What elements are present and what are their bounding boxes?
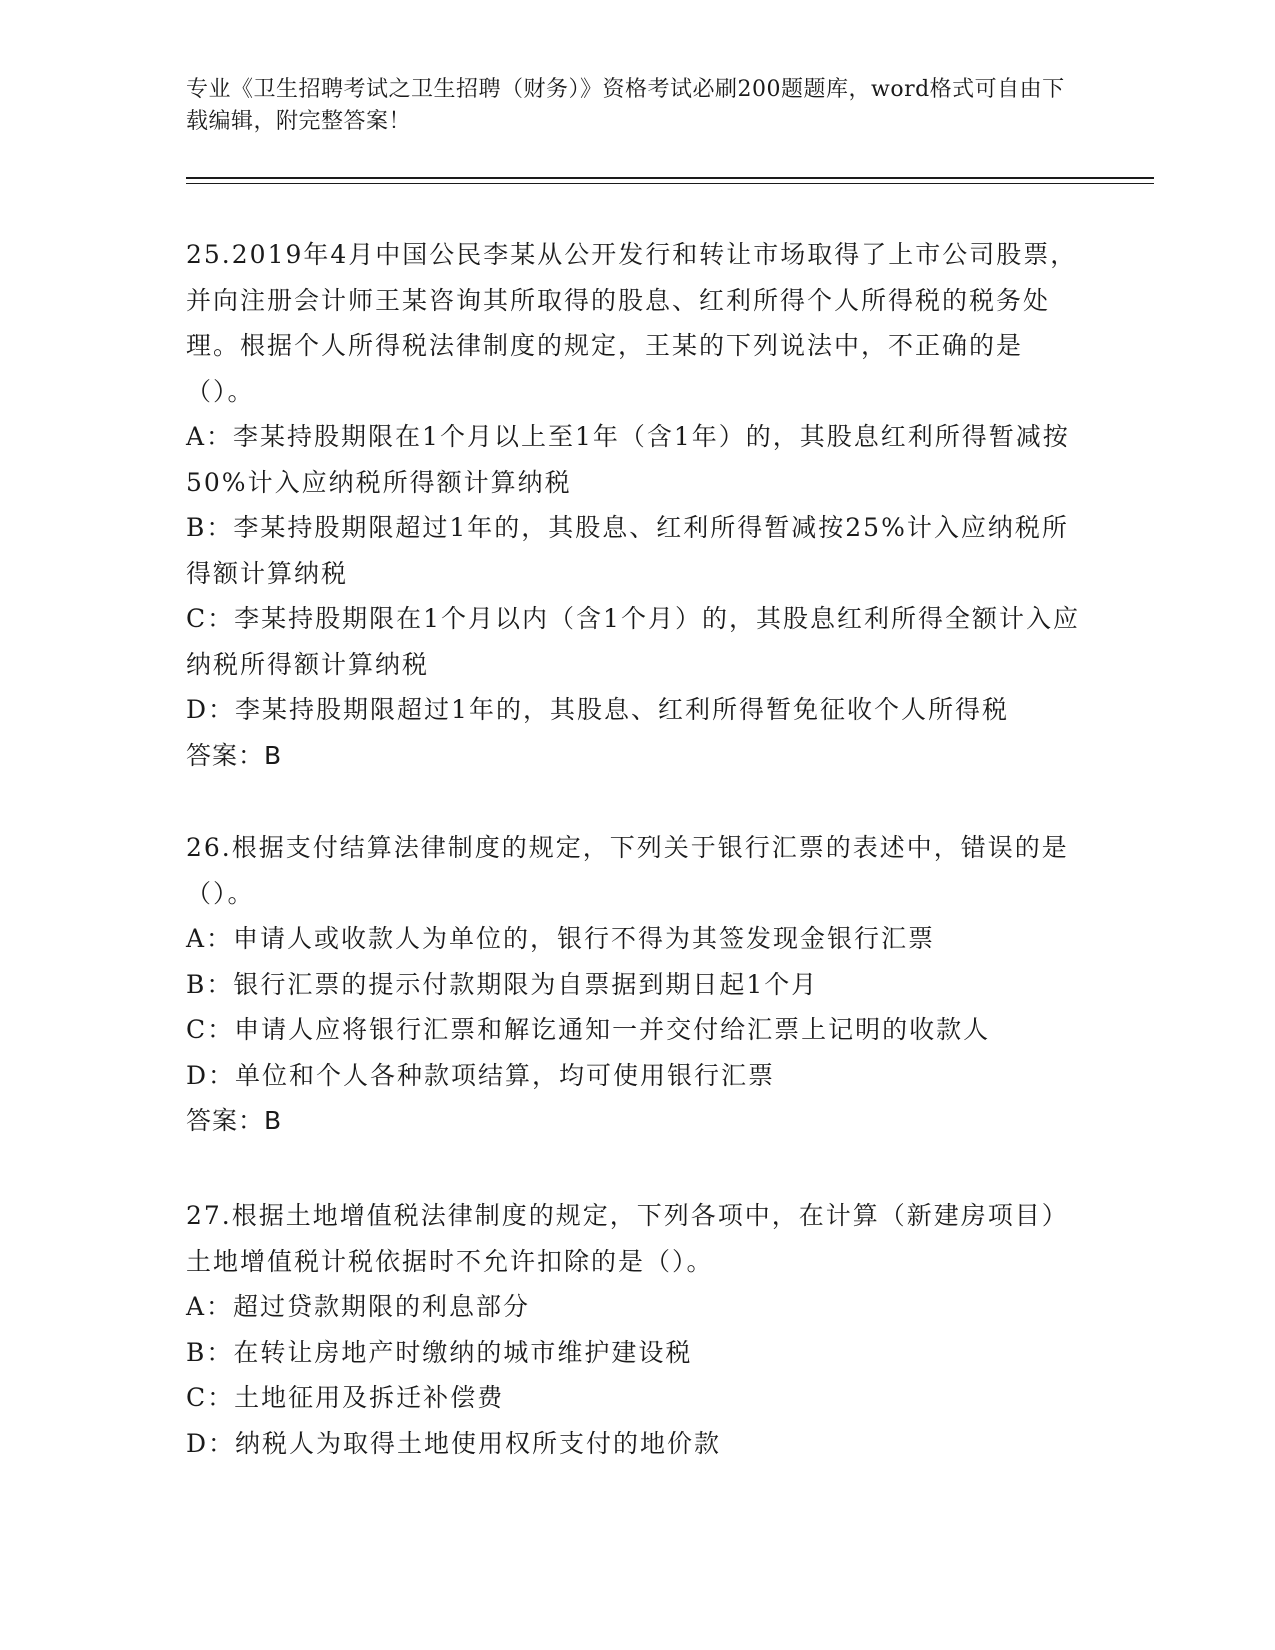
question-stem: 25.2019年4月中国公民李某从公开发行和转让市场取得了上市公司股票，并向注册会计师王某咨询其所取得的股息、红利所得个人所得税的税务处理。根据个人所得税法律制度的规定，王某的下列说法中，不正确的是（）。 xyxy=(186,240,1078,406)
option-a: A：李某持股期限在1个月以上至1年（含1年）的，其股息红利所得暂减按50%计入应纳税所得额计算纳税 xyxy=(186,422,1070,497)
option-b: B：在转让房地产时缴纳的城市维护建设税 xyxy=(186,1337,693,1367)
option-d: D：单位和个人各种款项结算，均可使用银行汇票 xyxy=(186,1060,776,1090)
question-stem: 26.根据支付结算法律制度的规定，下列关于银行汇票的表述中，错误的是（）。 xyxy=(186,833,1069,908)
option-c: C：申请人应将银行汇票和解讫通知一并交付给汇票上记明的收款人 xyxy=(186,1015,991,1044)
question-25 xyxy=(186,232,1086,778)
question-26 xyxy=(186,825,1086,1144)
answer: 答案：B xyxy=(186,1106,283,1135)
option-c: C：土地征用及拆迁补偿费 xyxy=(186,1383,505,1412)
option-d: D：纳税人为取得土地使用权所支付的地价款 xyxy=(186,1428,722,1458)
option-d: D：李某持股期限超过1年的，其股息、红利所得暂免征收个人所得税 xyxy=(186,695,1009,724)
option-a: A：超过贷款期限的利息部分 xyxy=(186,1292,531,1321)
option-b: B：李某持股期限超过1年的，其股息、红利所得暂减按25%计入应纳税所得额计算纳税 xyxy=(186,513,1069,588)
question-stem: 27.根据土地增值税法律制度的规定，下列各项中，在计算（新建房项目）土地增值税计税依据时不允许扣除的是（）。 xyxy=(186,1201,1069,1276)
document-header: 专业《卫生招聘考试之卫生招聘（财务）》资格考试必刷200题题库，word格式可自由下载编辑，附完整答案！ xyxy=(186,77,1065,134)
option-a: A：申请人或收款人为单位的，银行不得为其签发现金银行汇票 xyxy=(186,924,936,953)
header-divider-thick xyxy=(186,177,1154,179)
option-b: B：银行汇票的提示付款期限为自票据到期日起1个月 xyxy=(186,969,819,999)
header-divider-thin xyxy=(186,183,1154,184)
option-c: C：李某持股期限在1个月以内（含1个月）的，其股息红利所得全额计入应纳税所得额计算纳税 xyxy=(186,604,1080,679)
answer: 答案：B xyxy=(186,740,283,770)
question-27 xyxy=(186,1193,1086,1466)
